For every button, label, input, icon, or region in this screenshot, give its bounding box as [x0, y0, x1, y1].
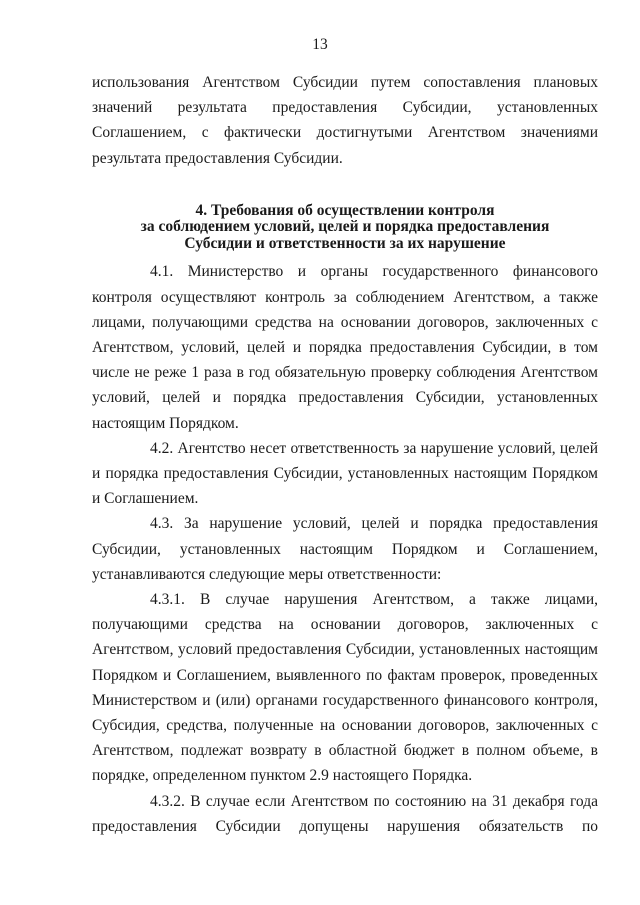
section-heading-line-2: за соблюдением условий, целей и порядка предоставления	[140, 218, 550, 236]
section-heading	[92, 203, 598, 253]
section-heading-line-3: Субсидии и ответственности за их нарушение	[184, 234, 506, 252]
paragraph-4-1: 4.1. Министерство и органы государственного финансового контроля осуществляют контроль за соблюдением Агентством, а также лицами, получающими средства на основании договоров, заключенных с Агентством, условий, целей и порядка предоставления Субсидии, в том числе не реже 1 раза в год обязательную проверку соблюдения Агентством условий, целей и порядка предоставления Субсидии, установленных настоящим Порядком.	[92, 263, 598, 432]
section-heading-line-1: 4. Требования об осуществлении контроля	[195, 201, 495, 219]
page-number: 13	[312, 36, 328, 53]
paragraph-4-3-2: 4.3.2. В случае если Агентством по состоянию на 31 декабря года предоставления Субсидии допущены нарушения обязательств по	[92, 792, 598, 835]
document-body	[92, 70, 598, 839]
paragraph-4-3-1: 4.3.1. В случае нарушения Агентством, а также лицами, получающими средства на основании договоров, заключенных с Агентством, условий предоставления Субсидии, установленных настоящим Порядком и Соглашением, выявленного по фактам проверок, проведенных Министерством и (или) органами государственного финансового контроля, Субсидия, средства, полученные на основании договоров, заключенных с Агентством, подлежат возврату в областной бюджет в полном объеме, в порядке, определенном пунктом 2.9 настоящего Порядка.	[92, 590, 598, 785]
paragraph-4-2: 4.2. Агентство несет ответственность за нарушение условий, целей и порядка предоставления Субсидии, установленных настоящим Порядком и Соглашением.	[92, 439, 598, 508]
intro-paragraph: использования Агентством Субсидии путем сопоставления плановых значений результата предоставления Субсидии, установленных Соглашением, с фактически достигнутыми Агентством значениями результата предоставления Субсидии.	[92, 74, 598, 167]
paragraph-4-3: 4.3. За нарушение условий, целей и порядка предоставления Субсидии, установленных настоящим Порядком и Соглашением, устанавливаются следующие меры ответственности:	[92, 515, 598, 583]
